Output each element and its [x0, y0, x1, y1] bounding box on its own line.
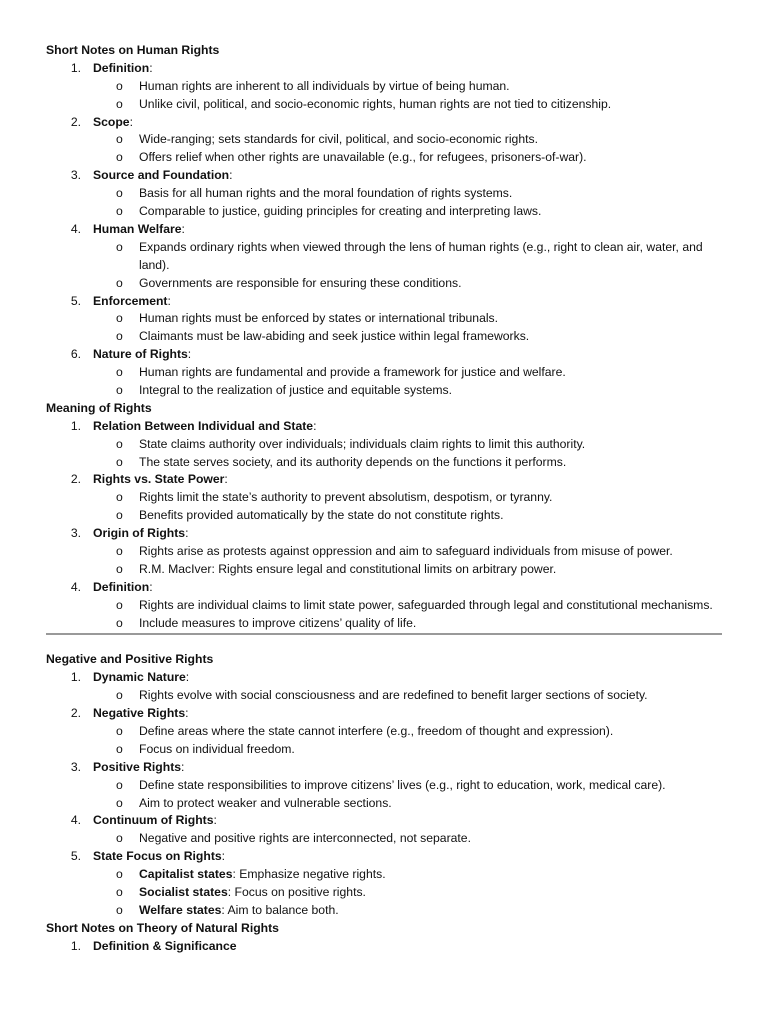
numbered-item: 2. Rights vs. State Power:: [70, 472, 228, 487]
bullet-icon: o: [116, 382, 123, 397]
bullet-icon: o: [116, 561, 123, 576]
bullet-icon: o: [116, 275, 123, 290]
state-type-label: Capitalist states: [139, 867, 233, 882]
bullet-item: o Rights arise as protests against oppression and aim to safeguard individuals from misuse of power.: [46, 543, 726, 561]
bullet-item: o Unlike civil, political, and socio-economic rights, human rights are not tied to citizenship.: [46, 96, 726, 114]
numbered-item: 1. Relation Between Individual and State:: [70, 418, 317, 433]
bullet-icon: o: [116, 867, 123, 882]
bullet-icon: o: [116, 741, 123, 756]
bullet-item: o Welfare states: Aim to balance both.: [46, 902, 726, 920]
bullet-icon: o: [116, 239, 123, 254]
bullet-item: o Define areas where the state cannot interfere (e.g., freedom of thought and expression).: [46, 723, 726, 741]
item-label: Definition: [93, 60, 150, 75]
bullet-icon: o: [116, 150, 123, 165]
bullet-item: o Focus on individual freedom.: [46, 741, 726, 759]
bullet-item: o Wide-ranging; sets standards for civil, political, and socio-economic rights.: [46, 131, 726, 149]
item-label: Human Welfare: [93, 221, 182, 236]
bullet-item: o Aim to protect weaker and vulnerable sections.: [46, 795, 726, 813]
bullet-icon: o: [116, 885, 123, 900]
bullet-icon: o: [116, 724, 123, 738]
numbered-item: 1. Dynamic Nature:: [70, 670, 190, 685]
bullet-item: o Rights limit the state’s authority to prevent absolutism, despotism, or tyranny.: [46, 489, 726, 507]
bullet-item: o Integral to the realization of justice and equitable systems.: [46, 382, 726, 400]
item-label: Source and Foundation: [93, 168, 230, 183]
item-label: Definition & Significance: [93, 938, 237, 953]
bullet-item: o Include measures to improve citizens’ quality of life.: [46, 615, 726, 633]
item-label: Negative Rights: [93, 706, 186, 721]
state-type-label: Socialist states: [139, 885, 228, 900]
numbered-item: 4. Definition:: [70, 579, 153, 594]
numbered-item: 6. Nature of Rights:: [70, 347, 192, 362]
numbered-item: 1. Definition:: [70, 60, 153, 75]
bullet-icon: o: [116, 508, 123, 523]
bullet-item: o Governments are responsible for ensuring these conditions.: [46, 275, 726, 293]
numbered-item: 3. Origin of Rights:: [70, 526, 189, 541]
state-type-label: Welfare states: [139, 902, 222, 917]
item-label: Continuum of Rights: [93, 813, 214, 828]
bullet-icon: o: [116, 96, 123, 111]
item-label: Enforcement: [93, 293, 168, 308]
bullet-item: o Benefits provided automatically by the state do not constitute rights.: [46, 507, 726, 525]
numbered-item: 3. Source and Foundation:: [70, 168, 233, 183]
bullet-icon: o: [116, 204, 123, 219]
bullet-item: o Rights are individual claims to limit state power, safeguarded through legal and constitutional mechanisms.: [46, 597, 726, 615]
section-heading: Short Notes on Theory of Natural Rights: [46, 920, 279, 935]
item-label: Nature of Rights: [93, 347, 188, 362]
numbered-item: 4. Continuum of Rights:: [70, 813, 217, 828]
section-heading: Meaning of Rights: [46, 400, 152, 415]
bullet-icon: o: [116, 902, 123, 917]
bullet-item: o Capitalist states: Emphasize negative rights.: [46, 866, 726, 884]
section-heading: Short Notes on Human Rights: [46, 43, 220, 57]
document-body: [46, 42, 726, 956]
bullet-item: o Socialist states: Focus on positive rights.: [46, 884, 726, 902]
bullet-item: o Expands ordinary rights when viewed through the lens of human rights (e.g., right to clean air, water, and land).: [116, 239, 703, 272]
bullet-item: o Human rights are fundamental and provide a framework for justice and welfare.: [46, 364, 726, 382]
horizontal-rule: [46, 633, 722, 635]
numbered-item: 1. Definition & Significance: [70, 938, 237, 953]
bullet-item: o Comparable to justice, guiding principles for creating and interpreting laws.: [46, 203, 726, 221]
item-label: Dynamic Nature: [93, 670, 186, 685]
bullet-item: o The state serves society, and its authority depends on the functions it performs.: [46, 454, 726, 472]
bullet-icon: o: [116, 597, 123, 612]
numbered-item: 2. Scope:: [70, 114, 133, 129]
bullet-item: o Human rights are inherent to all individuals by virtue of being human.: [46, 78, 726, 96]
bullet-item: o Rights evolve with social consciousness and are redefined to benefit larger sections of society.: [46, 687, 726, 705]
bullet-item: o State claims authority over individuals; individuals claim rights to limit this authority.: [46, 436, 726, 454]
numbered-item: 3. Positive Rights:: [70, 759, 185, 774]
bullet-item: o R.M. MacIver: Rights ensure legal and constitutional limits on arbitrary power.: [46, 561, 726, 579]
item-label: State Focus on Rights: [93, 849, 222, 864]
bullet-icon: o: [116, 795, 123, 810]
bullet-icon: o: [116, 132, 123, 147]
bullet-icon: o: [116, 777, 123, 792]
bullet-icon: o: [116, 365, 123, 380]
bullet-icon: o: [116, 311, 123, 326]
item-label: Rights vs. State Power: [93, 472, 225, 487]
bullet-icon: o: [116, 688, 123, 703]
bullet-item: o Human rights must be enforced by states or international tribunals.: [46, 310, 726, 328]
item-label: Relation Between Individual and State: [93, 418, 314, 433]
numbered-item: 2. Negative Rights:: [70, 706, 189, 721]
section-heading: Negative and Positive Rights: [46, 652, 214, 667]
item-label: Scope: [93, 114, 130, 129]
bullet-icon: o: [116, 831, 123, 846]
bullet-item: o Basis for all human rights and the moral foundation of rights systems.: [46, 185, 726, 203]
bullet-icon: o: [116, 186, 123, 201]
bullet-icon: o: [116, 329, 123, 344]
bullet-icon: o: [116, 490, 123, 505]
bullet-icon: o: [116, 454, 123, 469]
bullet-item: o Claimants must be law-abiding and seek justice within legal frameworks.: [46, 328, 726, 346]
bullet-item: o Negative and positive rights are interconnected, not separate.: [46, 830, 726, 848]
numbered-item: 5. Enforcement:: [70, 293, 171, 308]
item-label: Origin of Rights: [93, 526, 186, 541]
item-label: Definition: [93, 579, 150, 594]
numbered-item: 4. Human Welfare:: [70, 221, 185, 236]
bullet-item: o Define state responsibilities to improve citizens’ lives (e.g., right to education, work, medical care).: [46, 777, 726, 795]
bullet-icon: o: [116, 543, 123, 558]
bullet-item: o Offers relief when other rights are unavailable (e.g., for refugees, prisoners-of-war).: [46, 149, 726, 167]
bullet-icon: o: [116, 78, 123, 93]
numbered-item: 5. State Focus on Rights:: [70, 849, 226, 864]
item-label: Positive Rights: [93, 759, 182, 774]
bullet-icon: o: [116, 436, 123, 451]
bullet-icon: o: [116, 615, 123, 630]
